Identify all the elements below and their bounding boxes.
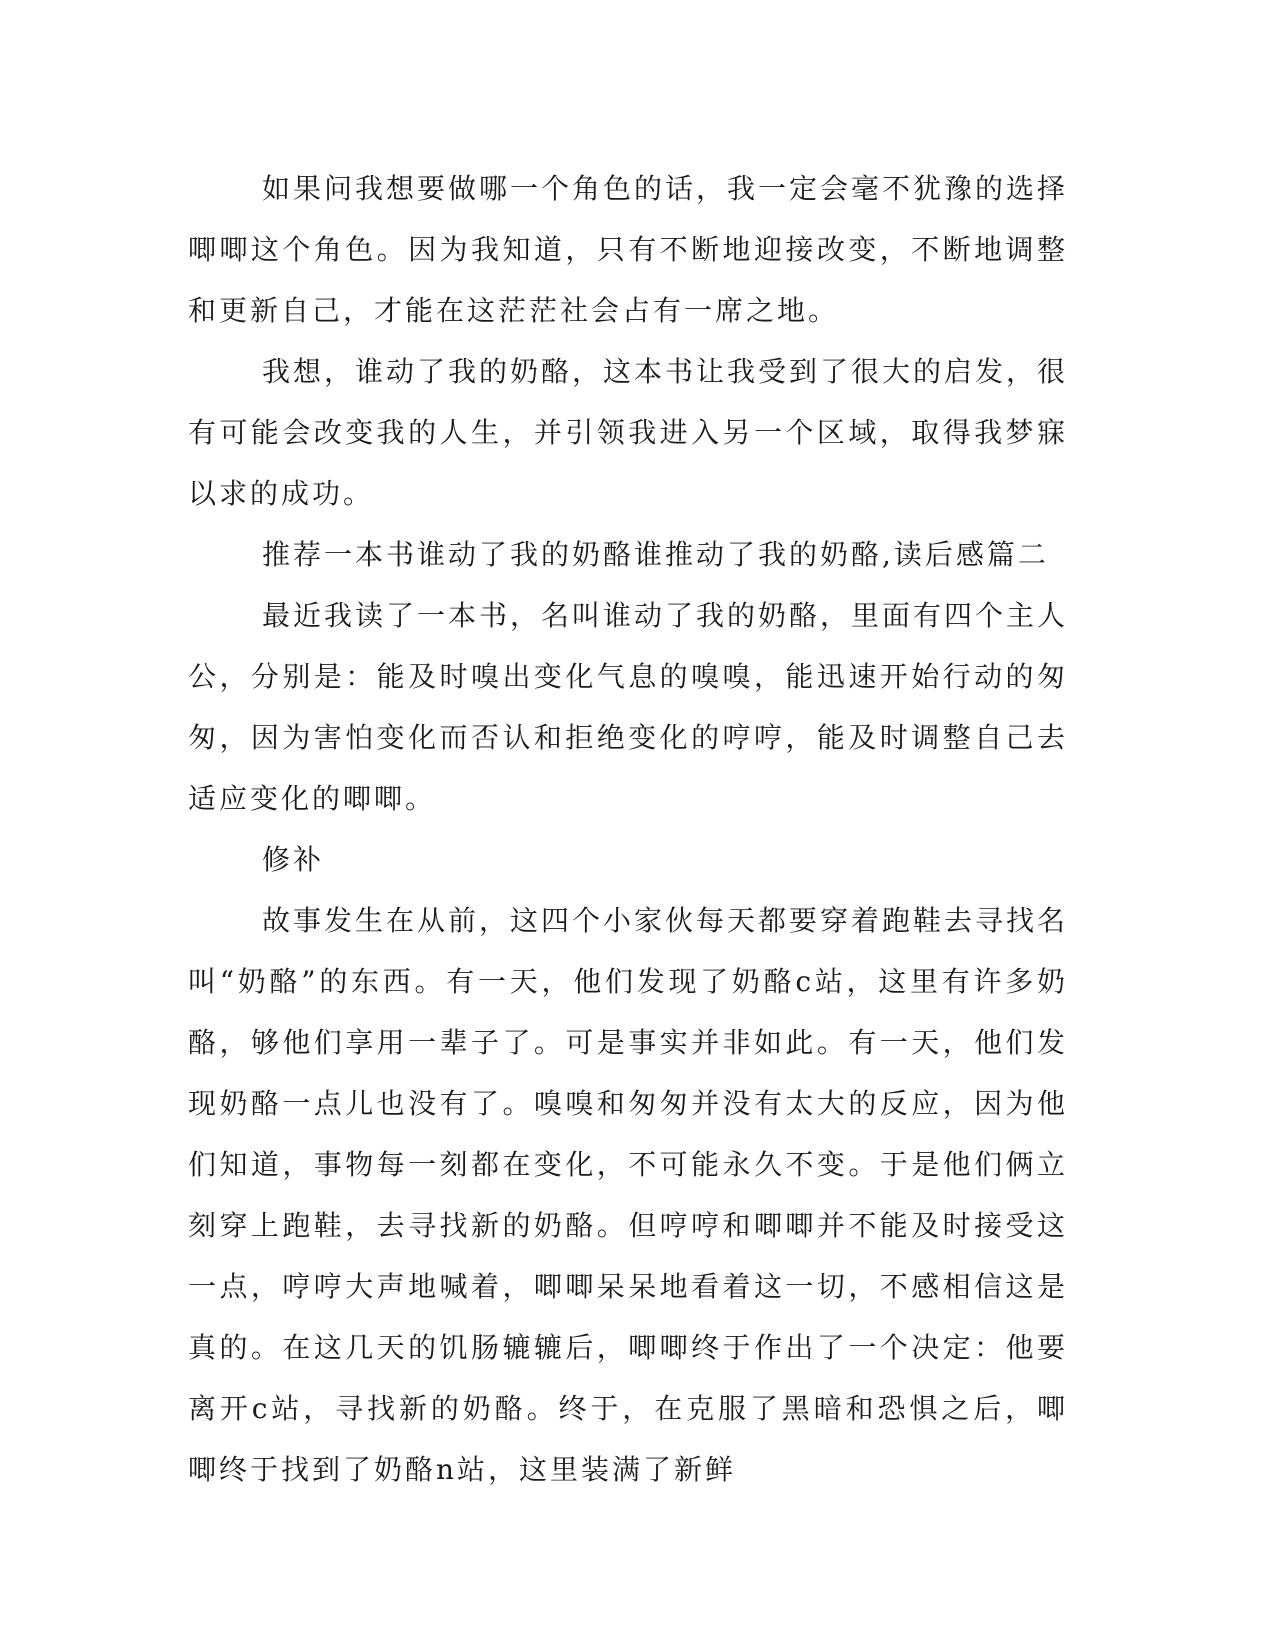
- paragraph-note: 修补: [262, 843, 325, 876]
- paragraph-story: 故事发生在从前，这四个小家伙每天都要穿着跑鞋去寻找名叫“奶酪”的东西。有一天，他们发现了奶酪c站，这里有许多奶酪，够他们享用一辈子了。可是事实并非如此。有一天，他们发现奶酪一点儿也没有了。嗅嗅和匆匆并没有太大的反应，因为他们知道，事物每一刻都在变化，不可能永久不变。于是他们俩立刻穿上跑鞋，去寻找新的奶酪。但哼哼和唧唧并不能及时接受这一点，哼哼大声地喊着，唧唧呆呆地看着这一切，不感相信这是真的。在这几天的饥肠辘辘后，唧唧终于作出了一个决定：他要离开c站，寻找新的奶酪。终于，在克服了黑暗和恐惧之后，唧唧终于找到了奶酪n站，这里装满了新鲜: [188, 904, 1069, 1486]
- paragraph-book-inspiration: 我想，谁动了我的奶酪，这本书让我受到了很大的启发，很有可能会改变我的人生，并引领我进入另一个区域，取得我梦寐以求的成功。: [188, 355, 1069, 510]
- document-body: [188, 158, 1068, 1500]
- paragraph-four-characters: 最近我读了一本书，名叫谁动了我的奶酪，里面有四个主人公，分别是：能及时嗅出变化气息的嗅嗅，能迅速开始行动的匆匆，因为害怕变化而否认和拒绝变化的哼哼，能及时调整自己去适应变化的唧唧。: [188, 599, 1069, 815]
- section-heading: 推荐一本书谁动了我的奶酪谁推动了我的奶酪,读后感篇二: [262, 538, 1049, 571]
- paragraph-choose-role: 如果问我想要做哪一个角色的话，我一定会毫不犹豫的选择唧唧这个角色。因为我知道，只有不断地迎接改变，不断地调整和更新自己，才能在这茫茫社会占有一席之地。: [188, 172, 1069, 327]
